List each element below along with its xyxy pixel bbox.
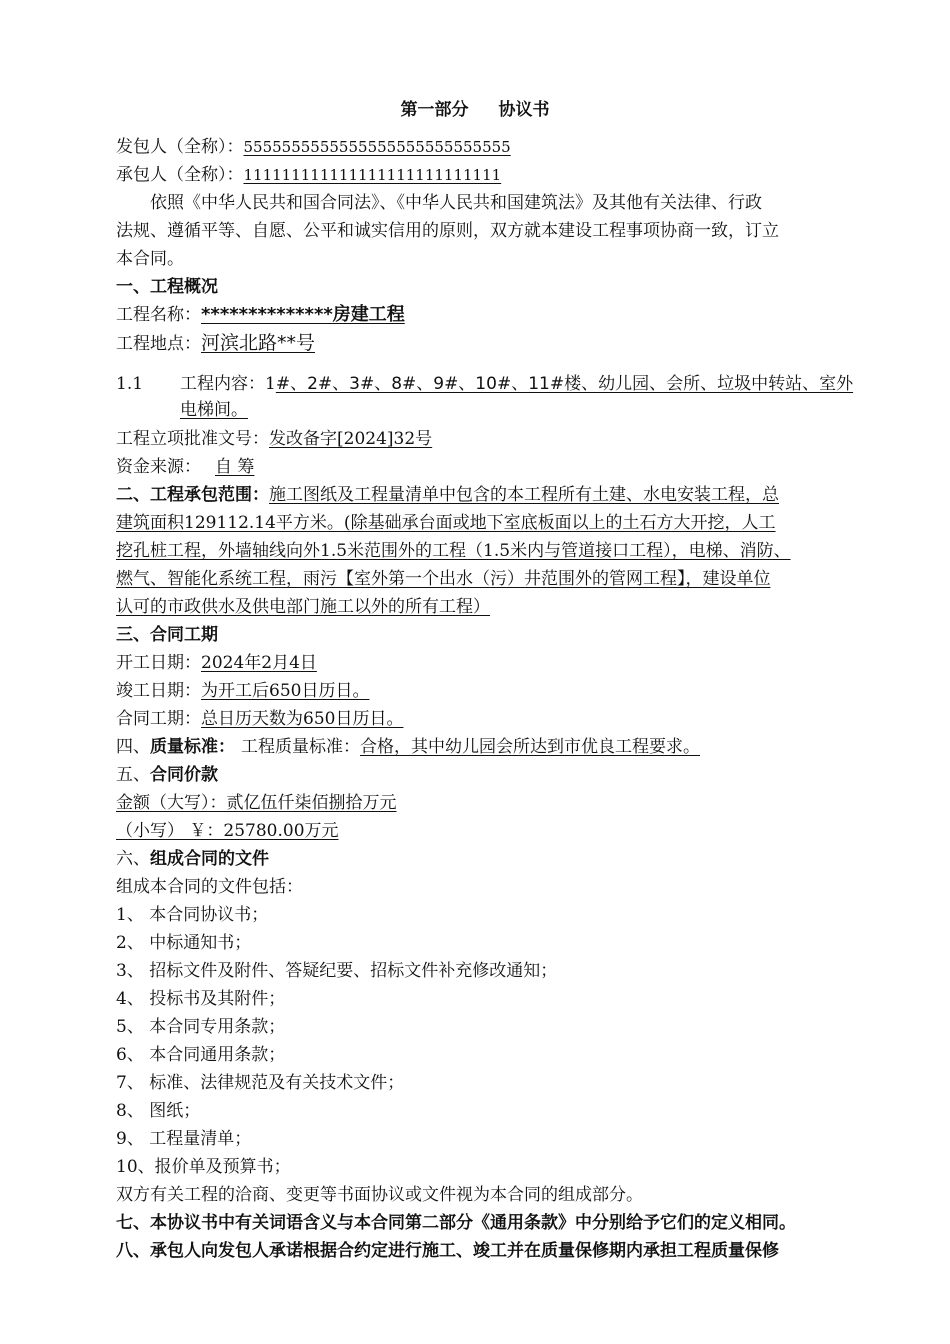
project-name-label: 工程名称： xyxy=(116,305,201,325)
project-name-value: **************房建工程 xyxy=(201,304,405,325)
start-date-line xyxy=(116,649,317,677)
scope-line-2: 建筑面积129112.14平方米。(除基础承台面或地下室底板面以上的土石方大开挖，人工 xyxy=(116,513,776,533)
project-name-line xyxy=(116,301,405,329)
project-site-line xyxy=(116,329,315,358)
scope-line-1 xyxy=(116,481,779,509)
contractor-line xyxy=(116,161,501,189)
employer-line xyxy=(116,133,511,161)
document-item: 7、 标准、法律规范及有关技术文件； xyxy=(116,1073,405,1093)
fund-value: 自 筹 xyxy=(215,457,255,477)
section-1-heading: 一、工程概况 xyxy=(116,277,218,297)
documents-closing: 双方有关工程的洽商、变更等书面协议或文件视为本合同的组成部分。 xyxy=(116,1185,643,1205)
quality-label: 工程质量标准： xyxy=(241,737,360,757)
preamble-line-3: 本合同。 xyxy=(116,249,184,269)
employer-label: 发包人（全称）： xyxy=(116,137,244,157)
page-title xyxy=(0,96,950,124)
employer-value: 5555555555555555555555555555 xyxy=(243,138,511,156)
section-6-heading-line xyxy=(116,845,269,873)
finish-date-label: 竣工日期： xyxy=(116,681,201,701)
scope-line-3: 挖孔桩工程，外墙轴线向外1.5米范围外的工程（1.5米内与管道接口工程），电梯、消防、 xyxy=(116,541,791,561)
section-4-heading: 质量标准： xyxy=(150,737,235,757)
quality-line xyxy=(116,733,700,761)
finish-date-value: 为开工后650日历日。 xyxy=(201,681,370,701)
clause-number: 1.1 xyxy=(116,374,144,394)
project-content-prefix: 1 xyxy=(265,374,276,394)
fund-line xyxy=(116,453,254,481)
title-name: 协议书 xyxy=(498,100,550,120)
approval-label: 工程立项批准文号： xyxy=(116,429,269,449)
finish-date-line xyxy=(116,677,369,705)
document-item: 2、 中标通知书； xyxy=(116,933,252,953)
amount-words: 金额（大写）：贰亿伍仟柒佰捌拾万元 xyxy=(116,793,397,813)
preamble-line-2: 法规、遵循平等、自愿、公平和诚实信用的原则，双方就本建设工程事项协商一致，订立 xyxy=(116,221,779,241)
documents-intro: 组成本合同的文件包括： xyxy=(116,877,303,897)
period-label: 合同工期： xyxy=(116,709,201,729)
period-line xyxy=(116,705,403,733)
document-item: 6、 本合同通用条款； xyxy=(116,1045,286,1065)
document-item: 8、 图纸； xyxy=(116,1101,201,1121)
document-item: 4、 投标书及其附件； xyxy=(116,989,286,1009)
contractor-label: 承包人（全称）： xyxy=(116,165,244,185)
section-5-heading-line xyxy=(116,761,218,789)
document-item: 9、 工程量清单； xyxy=(116,1129,252,1149)
approval-value: 发改备字[2024]32号 xyxy=(269,429,433,449)
start-date-value: 2024年2月4日 xyxy=(201,653,317,673)
project-content-label: 工程内容： xyxy=(180,374,265,394)
section-7-text: 七、本协议书中有关词语含义与本合同第二部分《通用条款》中分别给予它们的定义相同。 xyxy=(116,1213,796,1233)
scope-text-1: 施工图纸及工程量清单中包含的本工程所有土建、水电安装工程，总 xyxy=(269,485,779,505)
contractor-value: 111111111111111111111111111 xyxy=(243,166,502,184)
amount-figures: （小写） ￥：25780.00万元 xyxy=(116,821,339,841)
quality-value: 合格，其中幼儿园会所达到市优良工程要求。 xyxy=(360,737,700,757)
section-5-prefix: 五、 xyxy=(116,765,150,785)
start-date-label: 开工日期： xyxy=(116,653,201,673)
project-site-value: 河滨北路**号 xyxy=(201,332,316,354)
section-8-text: 八、承包人向发包人承诺根据合约定进行施工、竣工并在质量保修期内承担工程质量保修 xyxy=(116,1241,779,1261)
section-3-heading: 三、合同工期 xyxy=(116,625,218,645)
document-item: 5、 本合同专用条款； xyxy=(116,1017,286,1037)
fund-label: 资金来源： xyxy=(116,457,201,477)
document-item: 1、 本合同协议书； xyxy=(116,905,269,925)
section-6-prefix: 六、 xyxy=(116,849,150,869)
scope-line-4: 燃气、智能化系统工程，雨污【室外第一个出水（污）井范围外的管网工程】，建设单位 xyxy=(116,569,771,589)
project-content-line xyxy=(116,370,853,398)
section-5-heading: 合同价款 xyxy=(150,765,218,785)
project-site-label: 工程地点： xyxy=(116,334,201,354)
project-content-value: #、2#、3#、8#、9#、10#、11#楼、幼儿园、会所、垃圾中转站、室外 xyxy=(275,374,854,394)
document-item: 10、报价单及预算书； xyxy=(116,1157,291,1177)
document-item: 3、 招标文件及附件、答疑纪要、招标文件补充修改通知； xyxy=(116,961,558,981)
preamble-line-1: 依照《中华人民共和国合同法》、《中华人民共和国建筑法》及其他有关法律、行政 xyxy=(150,193,762,213)
scope-line-5: 认可的市政供水及供电部门施工以外的所有工程） xyxy=(116,597,490,617)
section-6-heading: 组成合同的文件 xyxy=(150,849,269,869)
section-2-heading: 二、工程承包范围： xyxy=(116,485,269,505)
section-4-prefix: 四、 xyxy=(116,737,150,757)
title-part: 第一部分 xyxy=(400,100,469,120)
period-value: 总日历天数为650日历日。 xyxy=(201,709,404,729)
project-content-continued: 电梯间。 xyxy=(180,400,248,420)
approval-line xyxy=(116,425,432,453)
